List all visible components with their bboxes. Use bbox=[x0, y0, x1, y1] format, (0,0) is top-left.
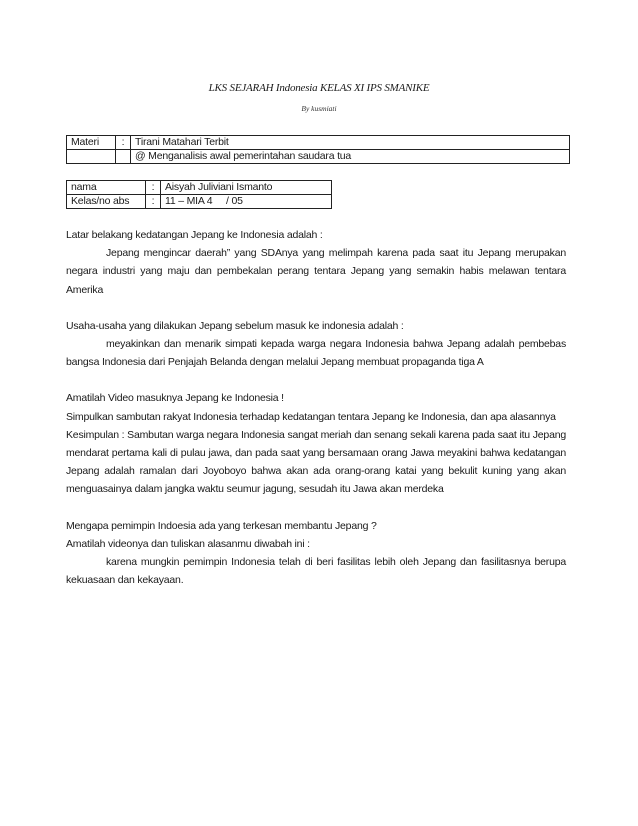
spacer bbox=[66, 371, 566, 389]
table-row bbox=[67, 136, 570, 150]
spacer bbox=[66, 299, 566, 317]
question-2: Usaha-usaha yang dilakukan Jepang sebelum masuk ke indonesia adalah : bbox=[66, 319, 404, 332]
spacer bbox=[66, 499, 566, 517]
materi-topic: Tirani Matahari Terbit bbox=[131, 136, 570, 150]
answer-1: Jepang mengincar daerah” yang SDAnya yang melimpah karena pada saat itu Jepang merupakan negara industri yang maju dan pembekalan perang tentara Jepang yang semakin habis melawan tentara Amerika bbox=[66, 247, 566, 296]
materi-goal: @ Menganalisis awal pemerintahan saudara tua bbox=[131, 150, 570, 164]
class-value: 11 – MIA 4 / 05 bbox=[161, 195, 332, 209]
class-separator: : bbox=[146, 195, 161, 209]
table-row bbox=[67, 181, 332, 195]
identity-table bbox=[66, 180, 332, 209]
question-1: Latar belakang kedatangan Jepang ke Indonesia adalah : bbox=[66, 229, 323, 241]
table-row bbox=[67, 195, 332, 209]
question-4-instruction: Amatilah videonya dan tuliskan alasanmu diwabah ini : bbox=[66, 537, 310, 550]
author-byline: By kusmiati bbox=[301, 104, 337, 113]
materi-table bbox=[66, 135, 570, 164]
name-separator: : bbox=[146, 181, 161, 195]
answer-2: meyakinkan dan menarik simpati kepada warga negara Indonesia bahwa Jepang adalah pembebas bangsa Indonesia dari Penjajah Belanda dengan melalui Jepang membuat propaganda tiga A bbox=[66, 338, 566, 369]
materi-label: Materi bbox=[67, 136, 116, 150]
worksheet-body bbox=[66, 226, 566, 589]
question-3: Simpulkan sambutan rakyat Indonesia terhadap kedatangan tentara Jepang ke Indonesia, dan apa alasannya bbox=[66, 410, 556, 423]
empty-cell bbox=[116, 150, 131, 164]
name-value: Aisyah Juliviani Ismanto bbox=[161, 181, 332, 195]
empty-cell bbox=[67, 150, 116, 164]
question-4: Mengapa pemimpin Indoesia ada yang terkesan membantu Jepang ? bbox=[66, 519, 377, 532]
answer-3: Kesimpulan : Sambutan warga negara Indonesia sangat meriah dan senang sekali karena pada saat itu Jepang mendarat pertama kali di pulau jawa, dan pada saat yang bersamaan orang Jawa meyakini bahwa kedatangan Jepang adalah ramalan dari Joyoboyo bahwa akan ada orang-orang katai yang bekulit kuning yang akan menguasainya dalam jangka waktu seumur jagung, sesudah itu Jawa akan merdeka bbox=[66, 428, 566, 496]
question-3-instruction: Amatilah Video masuknya Jepang ke Indonesia ! bbox=[66, 392, 284, 405]
name-label: nama bbox=[67, 181, 146, 195]
answer-4: karena mungkin pemimpin Indonesia telah di beri fasilitas lebih oleh Jepang dan fasilitasnya berupa kekuasaan dan kekayaan. bbox=[66, 556, 566, 587]
table-row bbox=[67, 150, 570, 164]
materi-separator: : bbox=[116, 136, 131, 150]
worksheet-title: LKS SEJARAH Indonesia KELAS XI IPS SMANIKE bbox=[208, 82, 430, 94]
class-label: Kelas/no abs bbox=[67, 195, 146, 209]
